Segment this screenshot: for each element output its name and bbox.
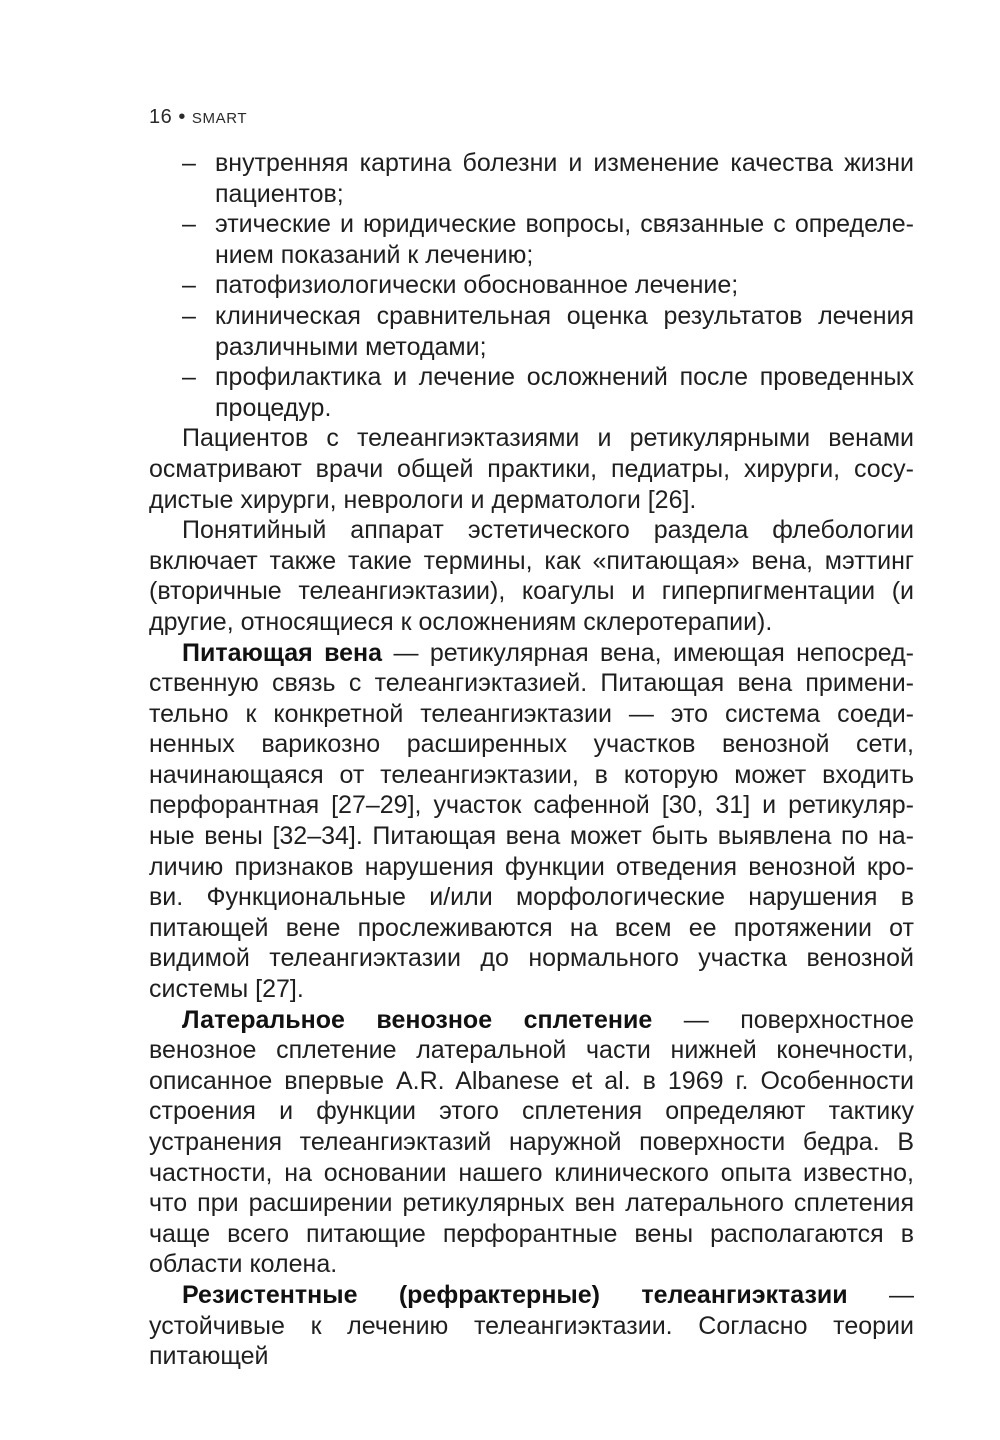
paragraph [149, 423, 914, 515]
list-dash: – [182, 363, 196, 392]
list-item-text: этические и юридические вопросы, связанные с определением показаний к лечению; [215, 210, 914, 269]
paragraph-text: Понятийный аппарат эстетического раздела флебологии включает также такие термины, как «питающая» вена, мэттинг (вторичные телеангиэктазии), коагулы и гиперпигментации (и другие, относящиеся к осложнениям склеротерапии). [149, 516, 914, 636]
defined-term: Резистентные (рефрактерные) телеангиэктазии [182, 1280, 848, 1309]
paragraph-text: Пациентов с телеангиэктазиями и ретикулярными венами осматривают врачи общей практики, педиатры, хирурги, сосудистые хирурги, неврологи и дерматологи [26]. [149, 424, 914, 514]
list-item-text: профилактика и лечение осложнений после проведенных процедур. [215, 363, 914, 422]
series-title: SMART [191, 110, 248, 127]
definition-paragraph [149, 1280, 914, 1372]
list-item-text: клиническая сравнительная оценка результатов лечения различными методами; [215, 301, 914, 361]
list-item [149, 148, 914, 209]
list-item [149, 270, 914, 301]
page-header [149, 104, 247, 132]
list-dash: – [182, 210, 196, 239]
list-dash: – [182, 301, 196, 330]
list-item-text: патофизиологически обоснованное лечение; [215, 271, 739, 300]
definition-paragraph [149, 1005, 914, 1280]
topic-list [149, 148, 914, 423]
definition-text: — устойчивые к лечению телеангиэктазии. Согласно теории питающей [149, 1280, 914, 1371]
definition-paragraph [149, 638, 914, 1005]
list-dash: – [182, 149, 196, 177]
defined-term: Латеральное венозное сплетение [182, 1005, 653, 1034]
list-item [149, 209, 914, 270]
header-separator: • [178, 106, 186, 128]
list-dash: – [182, 271, 196, 300]
page-body [149, 148, 914, 1372]
list-item [149, 301, 914, 362]
list-item [149, 362, 914, 423]
paragraph [149, 515, 914, 637]
list-item-text: внутренняя картина болезни и изменение качества жизни пациентов; [215, 149, 914, 208]
defined-term: Питающая вена [182, 638, 383, 667]
definition-text: — поверхностное венозное сплетение латеральной части нижней конечности, описанное впервые A.R. Albanese et al. в 1969 г. Особенности строения и функции этого сплетения определяют тактику устранения телеангиэктазий наружной поверхности бедра. В частности, на основании нашего клинического опыта известно, что при расширении ретикулярных вен латерального сплетения чаще всего питающие перфорантные вены располагаются в области колена. [149, 1005, 914, 1279]
definition-text: — ретикулярная вена, имеющая непосредственную связь с телеангиэктазией. Питающая вена применительно к конкретной телеангиэктазии — это система соединенных варикозно расширенных участков венозной сети, начинающаяся от телеангиэктазии, в которую может входить перфорантная [27–29], участок сафенной [30, 31] и ретикулярные вены [32–34]. Питающая вена может быть выявлена по наличию признаков нарушения функции отведения венозной крови. Функциональные и/или морфологические нарушения в питающей вене прослеживаются на всем ее протяжении от видимой телеангиэктазии до нормального участка венозной системы [27]. [149, 638, 914, 1004]
page-number: 16 [149, 106, 173, 128]
